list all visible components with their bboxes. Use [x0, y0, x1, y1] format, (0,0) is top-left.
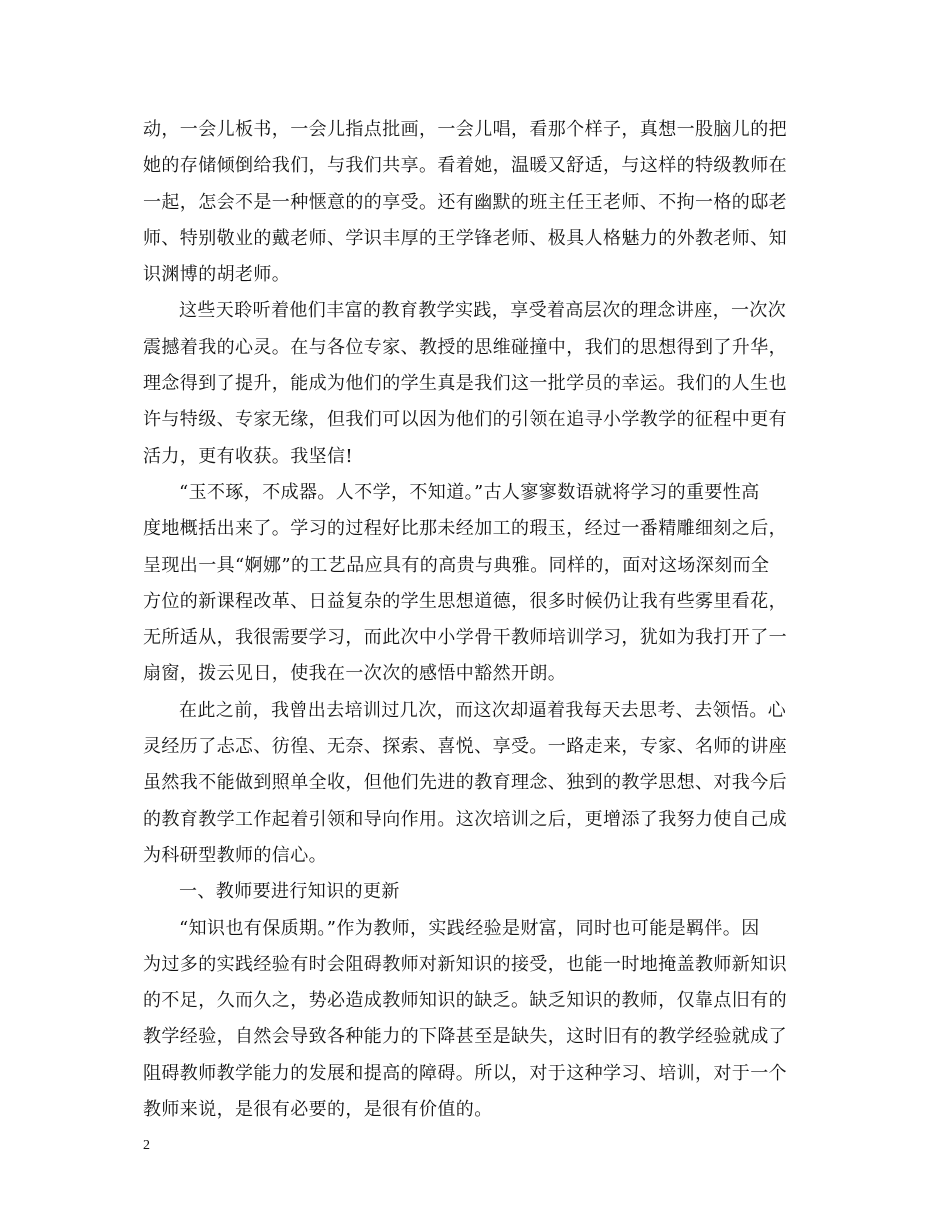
- text-line: 师、特别敬业的戴老师、学识丰厚的王学锋老师、极具人格魅力的外教老师、知: [143, 227, 787, 249]
- text-line: 扇窗，拨云见日，使我在一次次的感悟中豁然开朗。: [143, 663, 567, 685]
- text-line: 为科研型教师的信心。: [143, 844, 327, 866]
- text-line: 教学经验，自然会导致各种能力的下降甚至是缺失，这时旧有的教学经验就成了: [143, 1026, 787, 1048]
- text-line: 阻碍教师教学能力的发展和提高的障碍。所以，对于这种学习、培训，对于一个: [143, 1062, 787, 1084]
- text-line: 识渊博的胡老师。: [143, 264, 291, 286]
- text-line: 一、教师要进行知识的更新: [179, 881, 400, 903]
- document-body: [143, 112, 813, 1128]
- page-number: 2: [143, 1138, 150, 1153]
- text-line: 无所适从，我很需要学习，而此次中小学骨干教师培训学习，犹如为我打开了一: [143, 627, 787, 649]
- text-line: 她的存储倾倒给我们，与我们共享。看着她，温暖又舒适，与这样的特级教师在: [143, 155, 787, 177]
- text-line: 呈现出一具“婀娜”的工艺品应具有的高贵与典雅。同样的，面对这场深刻而全: [143, 554, 770, 576]
- text-line: 度地概括出来了。学习的过程好比那未经加工的瑕玉，经过一番精雕细刻之后，: [143, 518, 787, 540]
- text-line: “玉不琢，不成器。人不学，不知道。”古人寥寥数语就将学习的重要性高: [179, 481, 760, 503]
- text-line: 活力，更有收获。我坚信!: [143, 445, 354, 467]
- text-line: 震撼着我的心灵。在与各位专家、教授的思维碰撞中，我们的思想得到了升华，: [143, 336, 787, 358]
- text-line: 虽然我不能做到照单全收，但他们先进的教育理念、独到的教学思想、对我今后: [143, 772, 787, 794]
- text-line: 一起，怎会不是一种惬意的的享受。还有幽默的班主任王老师、不拘一格的邸老: [143, 191, 787, 213]
- text-line: 灵经历了忐忑、彷徨、无奈、探索、喜悦、享受。一路走来，专家、名师的讲座: [143, 736, 787, 758]
- text-line: 方位的新课程改革、日益复杂的学生思想道德，很多时候仍让我有些雾里看花，: [143, 590, 787, 612]
- text-line: 许与特级、专家无缘，但我们可以因为他们的引领在追寻小学教学的征程中更有: [143, 409, 787, 431]
- text-line: 为过多的实践经验有时会阻碍教师对新知识的接受，也能一时地掩盖教师新知识: [143, 953, 787, 975]
- text-line: “知识也有保质期。”作为教师，实践经验是财富，同时也可能是羁伴。因: [179, 917, 760, 939]
- text-line: 动，一会儿板书，一会儿指点批画，一会儿唱，看那个样子，真想一股脑儿的把: [143, 119, 787, 140]
- text-line: 理念得到了提升，能成为他们的学生真是我们这一批学员的幸运。我们的人生也: [143, 373, 787, 395]
- text-line: 的不足，久而久之，势必造成教师知识的缺乏。缺乏知识的教师，仅靠点旧有的: [143, 990, 787, 1012]
- text-line: 在此之前，我曾出去培训过几次，而这次却逼着我每天去思考、去领悟。心: [179, 699, 787, 721]
- text-line: 教师来说，是很有必要的，是很有价值的。: [143, 1099, 493, 1121]
- text-line: 这些天聆听着他们丰富的教育教学实践，享受着高层次的理念讲座，一次次: [179, 300, 787, 322]
- text-line: 的教育教学工作起着引领和导向作用。这次培训之后，更增添了我努力使自己成: [143, 808, 787, 830]
